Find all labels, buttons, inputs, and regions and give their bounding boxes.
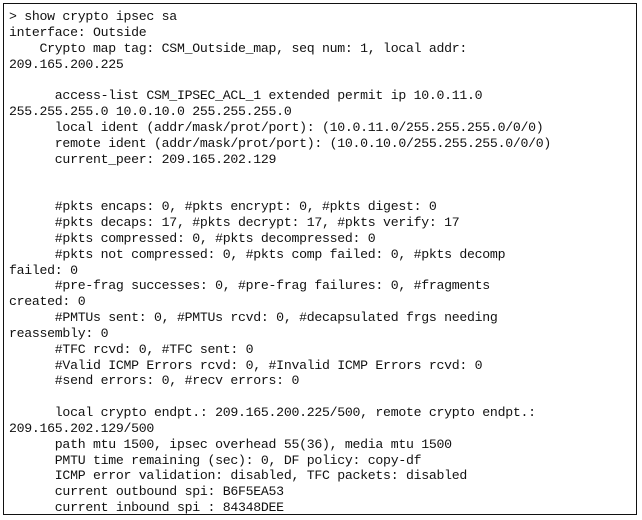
terminal-line: #PMTUs sent: 0, #PMTUs rcvd: 0, #decapsulated frgs needing	[9, 310, 498, 326]
terminal-line: #pkts compressed: 0, #pkts decompressed: 0	[9, 230, 376, 246]
terminal-line: PMTU time remaining (sec): 0, DF policy: copy-df	[9, 452, 422, 468]
terminal-line: ICMP error validation: disabled, TFC packets: disabled	[9, 468, 468, 484]
terminal-lines	[9, 9, 551, 515]
terminal-line: #pkts encaps: 0, #pkts encrypt: 0, #pkts digest: 0	[9, 199, 437, 215]
terminal-line: current inbound spi : 84348DEE	[9, 500, 284, 515]
terminal-line: #TFC rcvd: 0, #TFC sent: 0	[9, 341, 254, 357]
terminal-line: current outbound spi: B6F5EA53	[9, 484, 284, 500]
terminal-line: local crypto endpt.: 209.165.200.225/500, remote crypto endpt.:	[9, 405, 536, 421]
terminal-line: path mtu 1500, ipsec overhead 55(36), media mtu 1500	[9, 436, 452, 452]
terminal-line: interface: Outside	[9, 24, 147, 40]
terminal-line: current_peer: 209.165.202.129	[9, 151, 277, 167]
terminal-line: access-list CSM_IPSEC_ACL_1 extended permit ip 10.0.11.0	[9, 88, 483, 104]
terminal-line: failed: 0	[9, 262, 78, 278]
terminal-line: Crypto map tag: CSM_Outside_map, seq num: 1, local addr:	[9, 40, 468, 56]
terminal-line-command: > show crypto ipsec sa	[9, 9, 177, 24]
terminal-line: #send errors: 0, #recv errors: 0	[9, 373, 300, 389]
terminal-line	[9, 167, 551, 183]
terminal-line: created: 0	[9, 294, 86, 310]
terminal-line	[9, 72, 551, 88]
terminal-line: #pkts not compressed: 0, #pkts comp failed: 0, #pkts decomp	[9, 246, 506, 262]
terminal-line: remote ident (addr/mask/prot/port): (10.0.10.0/255.255.255.0/0/0)	[9, 135, 551, 151]
terminal-line	[9, 183, 551, 199]
terminal-output-panel	[3, 3, 637, 515]
terminal-line: local ident (addr/mask/prot/port): (10.0.11.0/255.255.255.0/0/0)	[9, 119, 544, 135]
terminal-line: reassembly: 0	[9, 325, 109, 341]
terminal-line: 255.255.255.0 10.0.10.0 255.255.255.0	[9, 104, 292, 120]
terminal-line: #Valid ICMP Errors rcvd: 0, #Invalid ICMP Errors rcvd: 0	[9, 357, 483, 373]
terminal-line: 209.165.200.225	[9, 56, 124, 72]
terminal-line	[9, 389, 551, 405]
terminal-line: #pkts decaps: 17, #pkts decrypt: 17, #pkts verify: 17	[9, 214, 460, 230]
terminal-line: 209.165.202.129/500	[9, 420, 155, 436]
terminal-line: #pre-frag successes: 0, #pre-frag failures: 0, #fragments	[9, 278, 490, 294]
